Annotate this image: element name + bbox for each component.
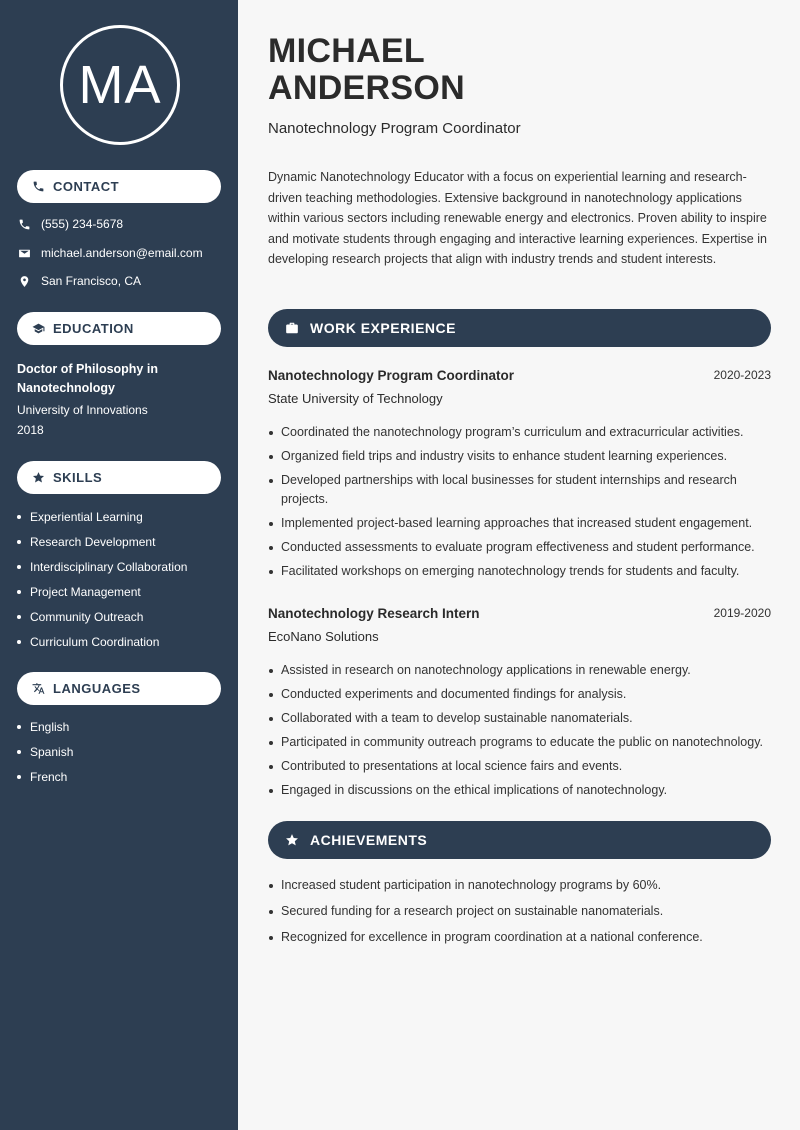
list-item: Research Development — [17, 534, 187, 559]
list-item: Contributed to presentations at local science fairs and events. — [268, 757, 773, 776]
list-item: Coordinated the nanotechnology program’s curriculum and extracurricular activities. — [268, 423, 773, 442]
list-item: Facilitated workshops on emerging nanotechnology trends for students and faculty. — [268, 562, 773, 581]
list-item: Recognized for excellence in program coordination at a national conference. — [268, 928, 773, 947]
job-company: EcoNano Solutions — [268, 629, 379, 644]
phone-icon — [17, 217, 31, 231]
job-title-headline: Nanotechnology Program Coordinator — [268, 120, 521, 137]
contact-location-text: San Francisco, CA — [41, 274, 142, 288]
job-bullets — [268, 423, 773, 586]
languages-list — [17, 719, 73, 794]
list-item: Increased student participation in nanotechnology programs by 60%. — [268, 876, 773, 895]
list-item: Community Outreach — [17, 609, 187, 634]
list-item: Conducted experiments and documented findings for analysis. — [268, 685, 773, 704]
section-title: SKILLS — [53, 470, 103, 485]
achievements-list — [268, 876, 773, 954]
profile-summary: Dynamic Nanotechnology Educator with a focus on experiential learning and research-driven teaching methodologies. Extensive background in nanotechnology applications within various sectors including renewable energy and electronics. Proven ability to inspire and motivate students through engaging and interactive learning experiences. Expertise in developing research projects that align with industry trends and student interests. — [268, 170, 767, 266]
education-school: University of Innovations — [17, 403, 148, 417]
job-dates: 2019-2020 — [713, 606, 771, 620]
phone-icon — [31, 180, 45, 194]
avatar-initials: MA — [78, 55, 162, 115]
list-item: Curriculum Coordination — [17, 634, 187, 659]
candidate-name — [268, 33, 465, 107]
list-item: Engaged in discussions on the ethical implications of nanotechnology. — [268, 781, 773, 800]
star-icon — [284, 832, 300, 848]
translate-icon — [31, 682, 45, 696]
list-item: Interdisciplinary Collaboration — [17, 559, 187, 584]
section-title: ACHIEVEMENTS — [310, 832, 428, 848]
list-item: Project Management — [17, 584, 187, 609]
job-bullets — [268, 661, 773, 805]
list-item: Assisted in research on nanotechnology applications in renewable energy. — [268, 661, 773, 680]
list-item: Organized field trips and industry visits to enhance student learning experiences. — [268, 447, 773, 466]
graduation-cap-icon — [31, 322, 45, 336]
section-title: LANGUAGES — [53, 681, 141, 696]
contact-phone-text: (555) 234-5678 — [41, 217, 124, 231]
job-title: Nanotechnology Research Intern — [268, 606, 480, 621]
list-item: Conducted assessments to evaluate program effectiveness and student performance. — [268, 538, 773, 557]
list-item: Experiential Learning — [17, 509, 187, 534]
list-item: Participated in community outreach programs to educate the public on nanotechnology. — [268, 733, 773, 752]
section-header-skills — [17, 461, 221, 494]
section-title: CONTACT — [53, 179, 120, 194]
name-last: ANDERSON — [268, 69, 465, 107]
main-content — [238, 0, 800, 1130]
contact-email — [17, 246, 203, 260]
contact-location — [17, 274, 141, 288]
job-title: Nanotechnology Program Coordinator — [268, 368, 515, 383]
briefcase-icon — [284, 320, 300, 336]
section-header-work-experience — [268, 309, 771, 347]
sidebar — [0, 0, 238, 1130]
skills-list — [17, 509, 187, 659]
mail-icon — [17, 246, 31, 260]
list-item: Implemented project-based learning approaches that increased student engagement. — [268, 514, 773, 533]
star-icon — [31, 471, 45, 485]
contact-email-text: michael.anderson@email.com — [41, 246, 203, 260]
job-dates: 2020-2023 — [713, 368, 771, 382]
list-item: Collaborated with a team to develop sustainable nanomaterials. — [268, 709, 773, 728]
job-company: State University of Technology — [268, 391, 443, 406]
section-header-achievements — [268, 821, 771, 859]
list-item: Secured funding for a research project on sustainable nanomaterials. — [268, 902, 773, 921]
education-year: 2018 — [17, 423, 44, 437]
list-item: English — [17, 719, 73, 744]
section-header-contact — [17, 170, 221, 203]
list-item: Developed partnerships with local businesses for student internships and research projects. — [268, 471, 773, 509]
section-title: WORK EXPERIENCE — [310, 320, 456, 336]
contact-phone — [17, 217, 123, 231]
location-pin-icon — [17, 274, 31, 288]
list-item: Spanish — [17, 744, 73, 769]
section-title: EDUCATION — [53, 321, 134, 336]
education-degree: Doctor of Philosophy in Nanotechnology — [17, 362, 158, 395]
section-header-education — [17, 312, 221, 345]
avatar — [60, 25, 180, 145]
section-header-languages — [17, 672, 221, 705]
name-first: MICHAEL — [268, 32, 425, 70]
list-item: French — [17, 769, 73, 794]
